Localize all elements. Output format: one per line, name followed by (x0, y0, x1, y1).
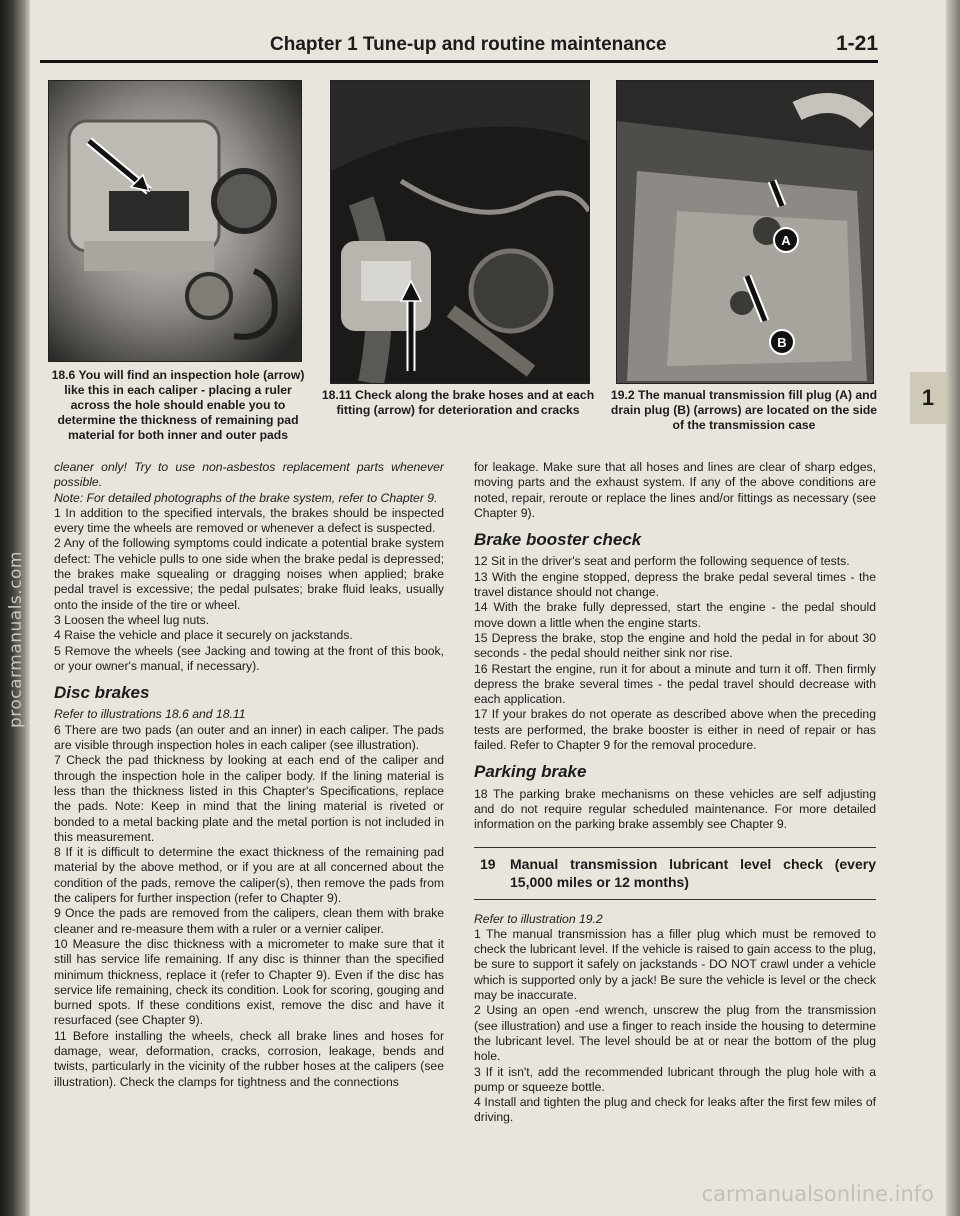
paragraph: for leakage. Make sure that all hoses and lines are clear of sharp edges, moving parts and the exhaust system. If any of the above conditions are noted, repair, reroute or replace the lines and/or fittings as necessary (see Chapter 9). (474, 460, 876, 520)
transmission-plugs-photo (616, 80, 874, 384)
paragraph: 7 Check the pad thickness by looking at each end of the caliper and through the inspection hole in the caliper body. If the lining material is less than the thickness listed in this Chapter's Specifications, replace the pads. Note: Keep in mind that the lining material is riveted or bonded to a metal backing plate and the metal portion is not included in this measurement. (54, 753, 444, 844)
illustration-reference: Refer to illustration 19.2 (474, 911, 603, 926)
illustration-reference: Refer to illustrations 18.6 and 18.11 (54, 707, 246, 722)
paragraph: 17 If your brakes do not operate as described above when the preceding tests are performed, the brake booster is either in need of repair or has failed. Refer to Chapter 9 for the removal procedure. (474, 707, 876, 753)
paragraph: 9 Once the pads are removed from the calipers, clean them with brake cleaner and re-measure them with a ruler or a vernier caliper. (54, 906, 444, 936)
paragraph: 13 With the engine stopped, depress the brake pedal several times - the travel distance should not change. (474, 569, 876, 600)
figure-caption-19-2: 19.2 The manual transmission fill plug (A) and drain plug (B) (arrows) are located on the side of the transmission case (610, 388, 878, 432)
chapter-tab: 1 (910, 372, 946, 424)
paragraph: 1 In addition to the specified intervals, the brakes should be inspected every time the wheels are removed or whenever a defect is suspected. (54, 505, 444, 536)
side-watermark: procarmanuals.com (6, 551, 26, 729)
section-title-text: Manual transmission lubricant level check (every 15,000 miles or 12 months) (510, 855, 876, 890)
paragraph: 3 If it isn't, add the recommended lubricant through the plug hole with a pump or squeeze bottle. (474, 1064, 876, 1094)
paragraph: 4 Raise the vehicle and place it securely on jackstands. (54, 628, 353, 643)
disc-brakes-heading: Disc brakes (54, 683, 150, 703)
paragraph: 3 Loosen the wheel lug nuts. (54, 612, 210, 627)
paragraph: 14 With the brake fully depressed, start the engine - the pedal should move down a little when the engine starts. (474, 600, 876, 630)
paragraph: 2 Using an open -end wrench, unscrew the plug from the transmission (see illustration) and use a finger to reach inside the housing to determine the lubricant level. The level should be at or near the bottom of the plug hole. (474, 1003, 876, 1064)
section-19-title (474, 847, 876, 900)
page-header (40, 30, 878, 63)
brake-hose-photo (330, 80, 590, 384)
paragraph: 10 Measure the disc thickness with a micrometer to make sure that it still has service life remaining. If any disc is thinner than the specified minimum thickness, replace it (refer to Chapter 9). Even if the disc has service life remaining, check its condition. Look for scoring, gouging and burned spots. If these conditions exist, remove the disc and have it resurfaced (see Chapter 9). (54, 936, 444, 1028)
figure-caption-18-6: 18.6 You will find an inspection hole (arrow) like this in each caliper - placing a ruler across the hole should enable you to determine the thickness of remaining pad material for both inner and outer pads (51, 368, 305, 442)
paragraph: 8 If it is difficult to determine the exact thickness of the remaining pad material by the above method, or if you are at all concerned about the condition of the pads, remove the caliper(s), then remove the pads from the calipers for further inspection (refer to Chapter 9). (54, 845, 444, 906)
page-number: 1-21 (835, 32, 878, 55)
paragraph: 16 Restart the engine, run it for about a minute and turn it off. Then firmly depress the brake several times - the pedal travel should decrease with each application. (474, 661, 876, 707)
chapter-title: Chapter 1 Tune-up and routine maintenance (270, 34, 667, 55)
paragraph: 4 Install and tighten the plug and check for leaks after the first few miles of driving. (474, 1095, 876, 1125)
figure-caption-18-11: 18.11 Check along the brake hoses and at each fitting (arrow) for deterioration and cracks (321, 388, 595, 417)
paragraph: 15 Depress the brake, stop the engine and hold the pedal in for about 30 seconds - the pedal should neither sink nor rise. (474, 630, 876, 661)
marker-b: B (769, 329, 795, 355)
paragraph: 1 The manual transmission has a filler plug which must be removed to check the lubricant level. If the vehicle is raised to gain access to the plug, be sure to support it safely on jackstands - DO NOT crawl under a vehicle which is supported only by a jack! Be sure the vehicle is level or the check may be inaccurate. (474, 926, 876, 1003)
paragraph: 18 The parking brake mechanisms on these vehicles are self adjusting and do not require regular scheduled maintenance. For more detailed information on the parking brake assembly see Chapter 9. (474, 786, 876, 832)
caliper-photo (48, 80, 302, 362)
paragraph: 6 There are two pads (an outer and an inner) in each caliper. The pads are visible through inspection holes in each caliper (see illustration). (54, 722, 444, 753)
section-number: 19 (480, 855, 496, 872)
page-edge-shadow (946, 0, 960, 1216)
paragraph: 11 Before installing the wheels, check all brake lines and hoses for damage, wear, deformation, cracks, corrosion, leakage, bends and twists, particularly in the vicinity of the rubber hoses at the calipers (see illustration). Check the clamps for tightness and the connections (54, 1028, 444, 1089)
parking-brake-heading: Parking brake (474, 762, 587, 782)
paragraph: 12 Sit in the driver's seat and perform the following sequence of tests. (474, 554, 850, 569)
paragraph: cleaner only! Try to use non-asbestos replacement parts whenever possible. (54, 460, 444, 490)
bottom-watermark: carmanualsonline.info (701, 1182, 934, 1206)
note-paragraph: Note: For detailed photographs of the brake system, refer to Chapter 9. (54, 490, 438, 505)
left-column (54, 460, 444, 1090)
marker-a: A (773, 227, 799, 253)
paragraph: 5 Remove the wheels (see Jacking and towing at the front of this book, or your owner's manual, if necessary). (54, 643, 444, 673)
paragraph: 2 Any of the following symptoms could indicate a potential brake system defect: The vehicle pulls to one side when the brake pedal is depressed; the brakes make squealing or dragging noises when applied; brake pedal travel is excessive; the pedal pulsates; brake fluid leaks, usually onto the inside of the tire or wheel. (54, 536, 444, 612)
brake-booster-heading: Brake booster check (474, 530, 642, 550)
right-column (474, 460, 876, 1126)
